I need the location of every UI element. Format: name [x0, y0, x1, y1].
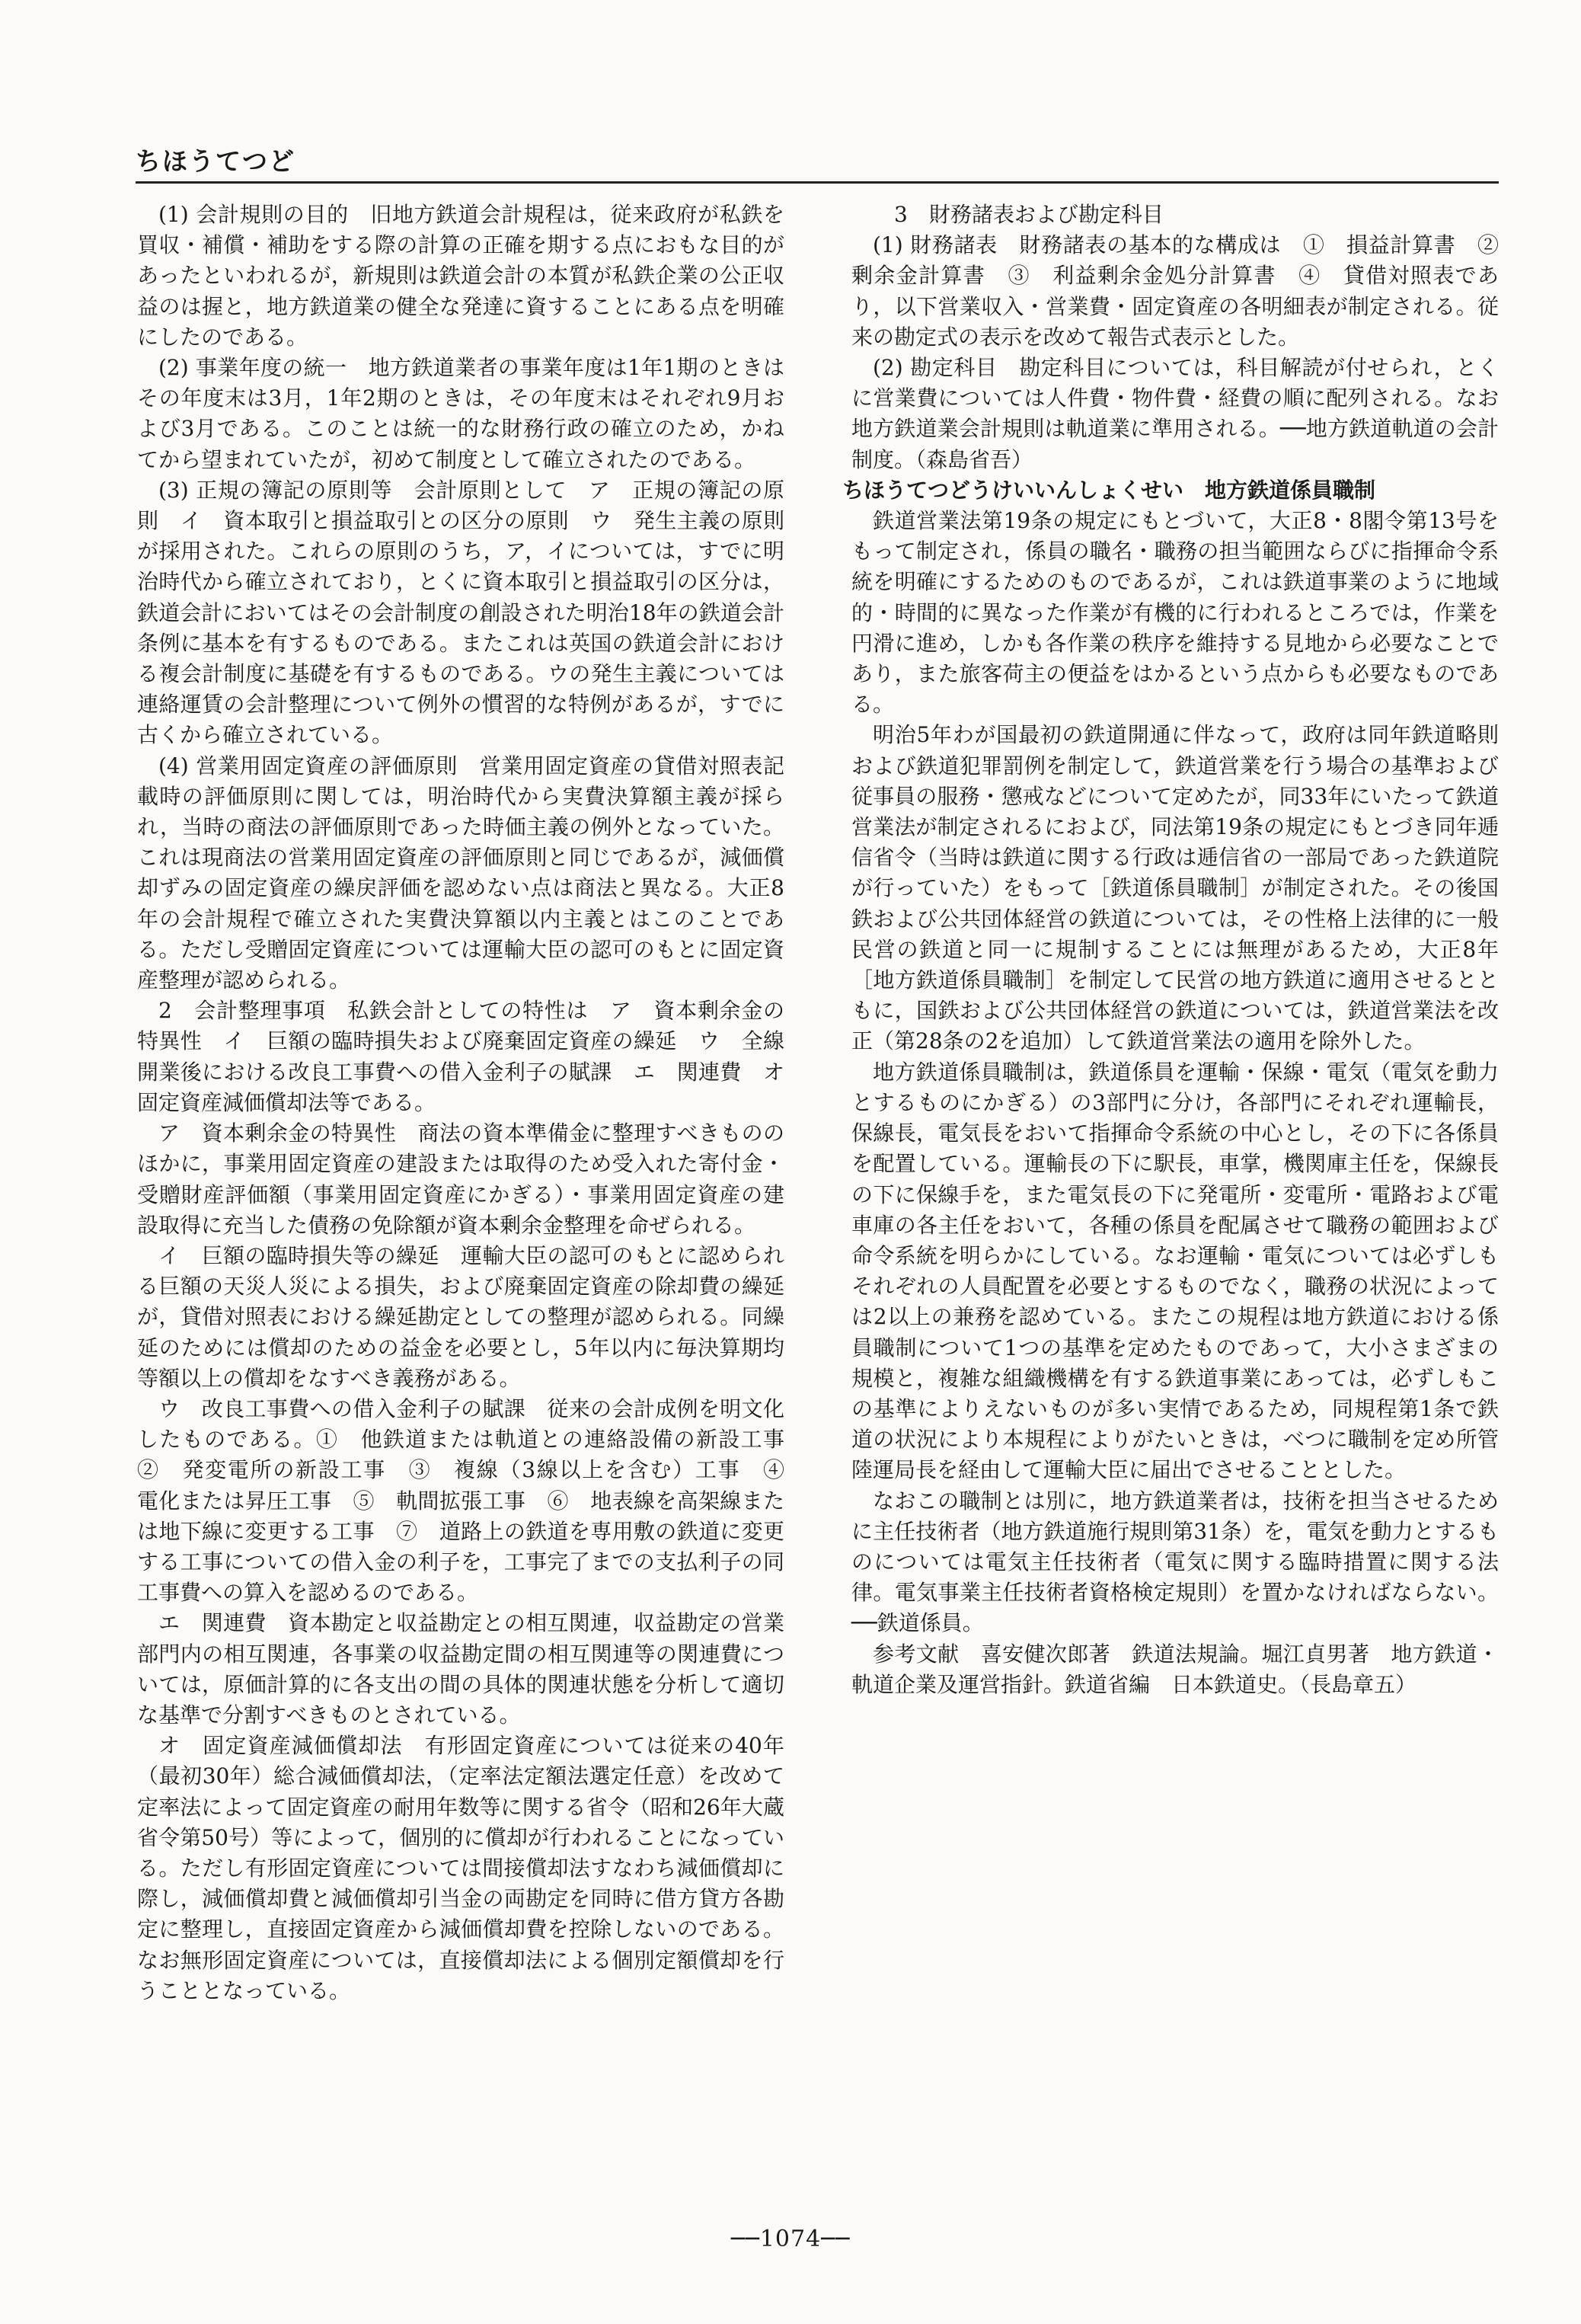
section-heading: 3 財務諸表および勘定科目	[894, 202, 1164, 227]
right-column	[842, 200, 1521, 1700]
paragraph: 鉄道営業法第19条の規定にもとづいて，大正8・8閣令第13号をもって制定され，係員の職名・職務の担当範囲ならびに指揮命令系統を明確にするためのものであるが，これは鉄道事業のように地域的・時間的に異なった作業が有機的に行われるところでは，作業を円滑に進め，しかも各作業の秩序を維持する見地から必要なことであり，また旅客荷主の便益をはかるという点からも必要なものである。	[851, 508, 1499, 718]
paragraph: (1) 財務諸表 財務諸表の基本的な構成は ① 損益計算書 ② 剰余金計算書 ③ 利益剰余金処分計算書 ④ 貸借対照表であり，以下営業収入・営業費・固定資産の各明細表が制定される。従来の勘定式の表示を改めて報告式表示とした。	[851, 232, 1521, 350]
paragraph: エ 関連費 資本勘定と収益勘定との相互関連，収益勘定の営業部門内の相互関連，各事業の収益勘定間の相互関連等の関連費については，原価計算的に各支出の間の具体的関連状態を分析して適切な基準で分割すべきものとされている。	[137, 1610, 784, 1728]
left-column	[137, 200, 806, 2006]
paragraph: 2 会計整理事項 私鉄会計としての特性は ア 資本剰余金の特異性 イ 巨額の臨時損失および廃棄固定資産の繰延 ウ 全線開業後における改良工事費への借入金利子の賦課 エ 関連費 オ 固定資産減価償却法等である。	[137, 998, 806, 1115]
paragraph: 明治5年わが国最初の鉄道開通に伴なって，政府は同年鉄道略則および鉄道犯罪罰例を制定して，鉄道営業を行う場合の基準および従事員の服務・懲戒などについて定めたが，同33年にいたって鉄道営業法が制定されるにおよび，同法第19条の規定にもとづき同年逓信省令（当時は鉄道に関する行政は逓信省の一部局であった鉄道院が行っていた）をもって［鉄道係員職制］が制定された。その後国鉄および公共団体経営の鉄道については，その性格上法律的に一般民営の鉄道と同一に規制することには無理があるため，大正8年［地方鉄道係員職制］を制定して民営の地方鉄道に適用させるとともに，国鉄および公共団体経営の鉄道については，鉄道営業法を改正（第28条の2を追加）して鉄道営業法の適用を除外した。	[851, 722, 1499, 1054]
entry-heading: ちほうてつどうけいいんしょくせい 地方鉄道係員職制	[842, 477, 1376, 503]
paragraph: ウ 改良工事費への借入金利子の賦課 従来の会計成例を明文化したものである。① 他鉄道または軌道との連絡設備の新設工事 ② 発変電所の新設工事 ③ 複線（3線以上を含む）工事 ④ 電化または昇圧工事 ⑤ 軌間拡張工事 ⑥ 地表線を高架線または地下線に変更する工事 ⑦ 道路上の鉄道を専用敷の鉄道に変更する工事についての借入金の利子を，工事完了までの支払利子の同工事費への算入を認めるのである。	[137, 1395, 806, 1606]
paragraph: なおこの職制とは別に，地方鉄道業者は，技術を担当させるために主任技術者（地方鉄道施行規則第31条）を，電気を動力とするものについては電気主任技術者（電気に関する臨時措置に関する法律。電気事業主任技術者資格検定規則）を置かなければならない。──鉄道係員。	[851, 1488, 1499, 1636]
paragraph: (1) 会計規則の目的 旧地方鉄道会計規程は，従来政府が私鉄を買収・補償・補助をする際の計算の正確を期する点におもな目的があったといわれるが，新規則は鉄道会計の本質が私鉄企業の公正収益のは握と，地方鉄道業の健全な発達に資することにある点を明確にしたのである。	[137, 202, 784, 350]
paragraph: イ 巨額の臨時損失等の繰延 運輸大臣の認可のもとに認められる巨額の天災人災による損失，および廃棄固定資産の除却費の繰延が，貸借対照表における繰延勘定としての整理が認められる。同繰延のためには償却のための益金を必要とし，5年以内に毎決算期均等額以上の償却をなすべき義務がある。	[137, 1242, 784, 1391]
references: 参考文献 喜安健次郎著 鉄道法規論。堀江貞男著 地方鉄道・軌道企業及運営指針。鉄道省編 日本鉄道史。（長島章五）	[851, 1641, 1499, 1697]
paragraph: (3) 正規の簿記の原則等 会計原則として ア 正規の簿記の原則 イ 資本取引と損益取引との区分の原則 ウ 発生主義の原則が採用された。これらの原則のうち，ア，イについては，すでに明治時代から確立されており，とくに資本取引と損益取引の区分は，鉄道会計においてはその会計制度の創設された明治18年の鉄道会計条例に基本を有するものである。またこれは英国の鉄道会計における複会計制度に基礎を有するものである。ウの発生主義については連絡運賃の会計整理について例外の慣習的な特例があるが，すでに古くから確立されている。	[137, 477, 784, 748]
header-rule	[136, 181, 1499, 184]
paragraph: 地方鉄道係員職制は，鉄道係員を運輸・保線・電気（電気を動力とするものにかぎる）の3部門に分け，各部門にそれぞれ運輸長，保線長，電気長をおいて指揮命令系統の中心とし，その下に各係員を配置している。運輸長の下に駅長，車掌，機関庫主任を，保線長の下に保線手を，また電気長の下に発電所・変電所・電路および電車庫の各主任をおいて，各種の係員を配属させて職務の範囲および命令系統を明らかにしている。なお運輸・電気については必ずしもそれぞれの人員配置を必要とするものでなく，職務の状況によっては2以上の兼務を認めている。またこの規程は地方鉄道における係員職制について1つの基準を定めたものであって，大小さまざまの規模と，複雑な組織機構を有する鉄道事業にあっては，必ずしもこの基準によりえないものが多い実情であるため，同規程第1条で鉄道の状況により本規程によりがたいときは，べつに職制を定め所管陸運局長を経由して運輸大臣に届出でさせることとした。	[851, 1059, 1499, 1483]
paragraph: (2) 勘定科目 勘定科目については，科目解読が付せられ，とくに営業費については人件費・物件費・経費の順に配列される。なお地方鉄道業会計規則は軌道業に準用される。──地方鉄道軌道の会計制度。（森島省吾）	[851, 355, 1499, 472]
paragraph: (4) 営業用固定資産の評価原則 営業用固定資産の貸借対照表記載時の評価原則に関しては，明治時代から実費決算額主義が採られ，当時の商法の評価原則であった時価主義の例外となっていた。これは現商法の営業用固定資産の評価原則と同じであるが，減価償却ずみの固定資産の繰戻評価を認めない点は商法と異なる。大正8年の会計規程で確立された実費決算額以内主義とはこのことである。ただし受贈固定資産については運輸大臣の認可のもとに固定資産整理が認められる。	[137, 753, 784, 993]
running-header: ちほうてつど	[136, 146, 295, 176]
paragraph: (2) 事業年度の統一 地方鉄道業者の事業年度は1年1期のときはその年度末は3月，1年2期のときは，その年度末はそれぞれ9月および3月である。このことは統一的な財務行政の確立のため，かねてから望まれていたが，初めて制度として確立されたのである。	[137, 355, 784, 472]
paragraph: ア 資本剰余金の特異性 商法の資本準備金に整理すべきもののほかに，事業用固定資産の建設または取得のため受入れた寄付金・受贈財産評価額（事業用固定資産にかぎる）・事業用固定資産の建設取得に充当した債務の免除額が資本剰余金整理を命ぜられる。	[137, 1120, 784, 1238]
paragraph: オ 固定資産減価償却法 有形固定資産については従来の40年（最初30年）総合減価償却法，（定率法定額法選定任意）を改めて定率法によって固定資産の耐用年数等に関する省令（昭和26年大蔵省令第50号）等によって，個別的に償却が行われることになっている。ただし有形固定資産については間接償却法すなわち減価償却に際し，減価償却費と減価償却引当金の両勘定を同時に借方貸方各勘定に整理し，直接固定資産から減価償却費を控除しないのである。なお無形固定資産については，直接償却法による個別定額償却を行うこととなっている。	[137, 1733, 784, 2003]
page-number: ──1074──	[730, 2226, 851, 2252]
